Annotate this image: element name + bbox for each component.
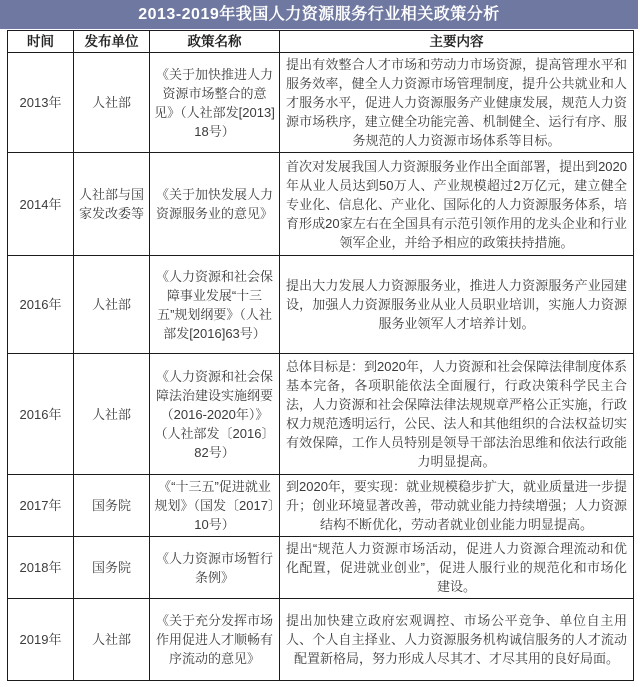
cell-unit: 人社部 — [74, 256, 150, 354]
cell-policy: 《人力资源和社会保障事业发展“十三五”规划纲要》（人社部发[2016]63号） — [150, 256, 280, 354]
cell-unit: 国务院 — [74, 537, 150, 599]
cell-policy: 《“十三五”促进就业规划》（国发〔2017〕10号） — [150, 475, 280, 537]
header-time: 时间 — [8, 31, 74, 53]
cell-content: 提出有效整合人才市场和劳动力市场资源，提高管理水平和服务效率，健全人力资源市场管理制度，提升公共就业和人才服务水平，促进人力资源服务产业健康发展，规范人力资源市场秩序，建立健全功能完善、机制健全、运行有序、服务规范的人力资源市场体系等目标。 — [280, 53, 634, 153]
header-row — [8, 31, 634, 53]
cell-unit: 国务院 — [74, 475, 150, 537]
cell-unit: 人社部 — [74, 354, 150, 475]
cell-policy: 《关于加快推进人力资源市场整合的意见》（人社部发[2013]18号） — [150, 53, 280, 153]
cell-unit: 人社部 — [74, 53, 150, 153]
cell-content: 首次对发展我国人力资源服务业作出全面部署，提出到2020年从业人员达到50万人、产业规模超过2万亿元，建立健全专业化、信息化、产业化、国际化的人力资源服务体系，培育形成20家左右在全国具有示范引领作用的龙头企业和行业领军企业，并给予相应的政策扶持措施。 — [280, 153, 634, 256]
cell-time: 2017年 — [8, 475, 74, 537]
table-row — [8, 53, 634, 153]
cell-unit: 人社部 — [74, 599, 150, 681]
policy-table — [7, 30, 634, 681]
cell-time: 2016年 — [8, 354, 74, 475]
cell-time: 2014年 — [8, 153, 74, 256]
cell-time: 2018年 — [8, 537, 74, 599]
cell-content: 总体目标是：到2020年，人力资源和社会保障法律制度体系基本完备，各项职能依法全面履行，行政决策科学民主合法，人力资源和社会保障法律法规规章严格公正实施，行政权力规范透明运行，公民、法人和其他组织的合法权益切实有效保障，工作人员特别是领导干部法治思维和依法行政能力明显提高。 — [280, 354, 634, 475]
table-row — [8, 537, 634, 599]
cell-content: 到2020年，要实现：就业规模稳步扩大，就业质量进一步提升；创业环境显著改善，带动就业能力持续增强；人力资源结构不断优化，劳动者就业创业能力明显提高。 — [280, 475, 634, 537]
table-row — [8, 599, 634, 681]
cell-time: 2016年 — [8, 256, 74, 354]
page-title: 2013-2019年我国人力资源服务行业相关政策分析 — [0, 0, 638, 29]
cell-unit: 人社部与国家发改委等 — [74, 153, 150, 256]
cell-policy: 《关于充分发挥市场作用促进人才顺畅有序流动的意见》 — [150, 599, 280, 681]
cell-content: 提出大力发展人力资源服务业，推进人力资源服务产业园建设，加强人力资源服务业从业人员职业培训，实施人力资源服务业领军人才培养计划。 — [280, 256, 634, 354]
header-unit: 发布单位 — [74, 31, 150, 53]
table-header — [8, 31, 634, 53]
cell-policy: 《人力资源市场暂行条例》 — [150, 537, 280, 599]
cell-content: 提出“规范人力资源市场活动，促进人力资源合理流动和优化配置，促进就业创业”，促进人服行业的规范化和市场化建设。 — [280, 537, 634, 599]
cell-policy: 《人力资源和社会保障法治建设实施纲要（2016-2020年）》（人社部发〔2016〕82号） — [150, 354, 280, 475]
table-row — [8, 354, 634, 475]
header-policy: 政策名称 — [150, 31, 280, 53]
cell-policy: 《关于加快发展人力资源服务业的意见》 — [150, 153, 280, 256]
table-row — [8, 153, 634, 256]
table-row — [8, 475, 634, 537]
header-content: 主要内容 — [280, 31, 634, 53]
table-row — [8, 256, 634, 354]
cell-time: 2019年 — [8, 599, 74, 681]
cell-content: 提出加快建立政府宏观调控、市场公平竞争、单位自主用人、个人自主择业、人力资源服务机构诚信服务的人才流动配置新格局，努力形成人尽其才、才尽其用的良好局面。 — [280, 599, 634, 681]
cell-time: 2013年 — [8, 53, 74, 153]
